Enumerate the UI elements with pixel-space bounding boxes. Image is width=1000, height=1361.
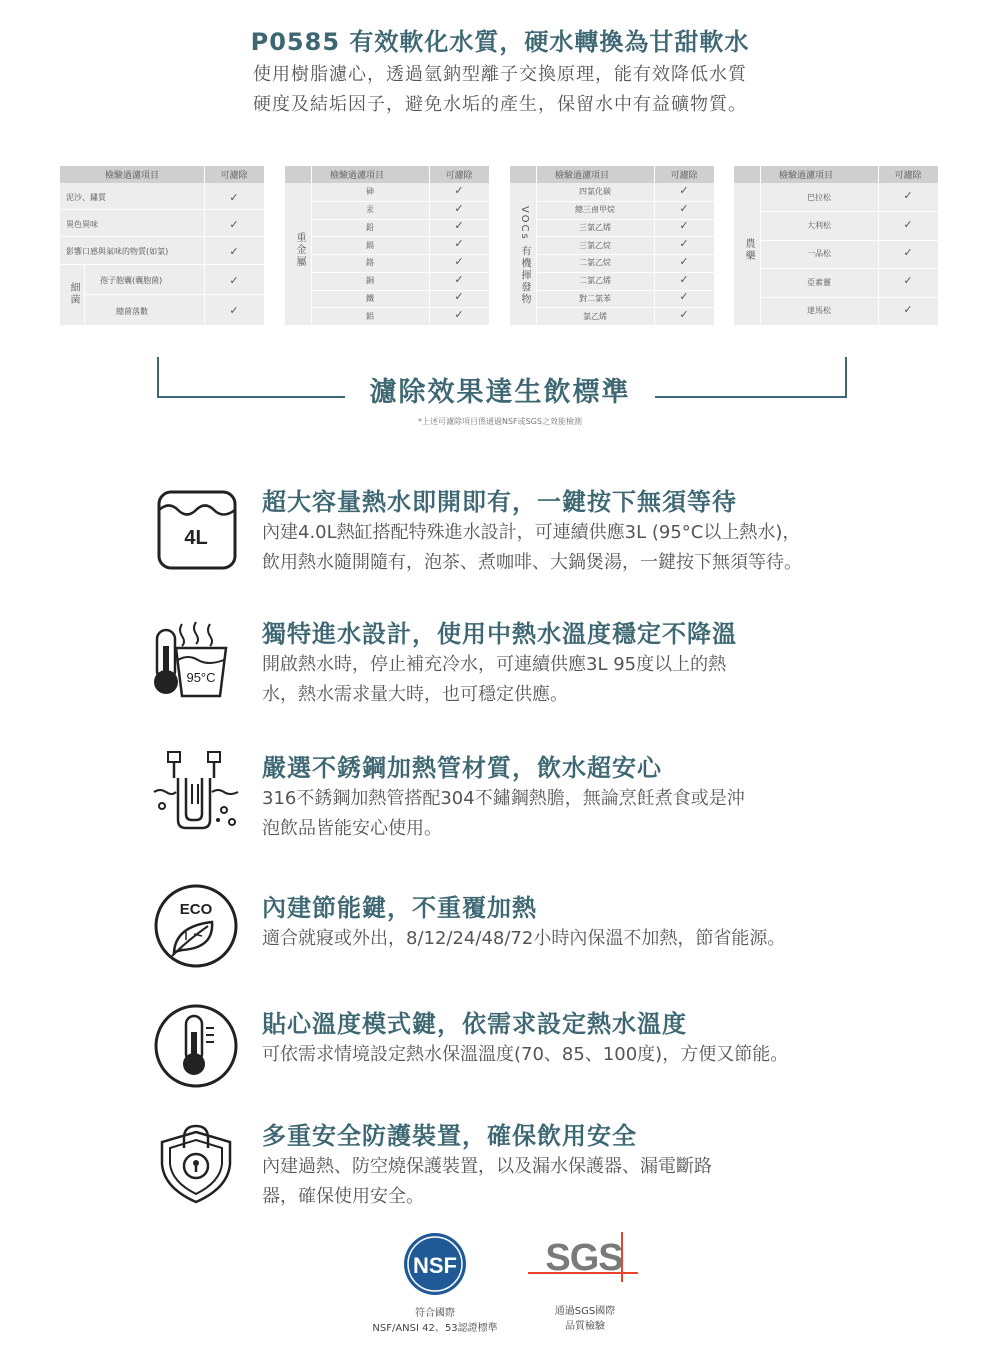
- table-row: 一品松: [807, 249, 831, 259]
- feature-title: 獨特進水設計，使用中熱水溫度穩定不降溫: [262, 620, 737, 648]
- check-icon: ✓: [229, 245, 239, 258]
- table-row: 異色異味: [66, 220, 98, 229]
- check-icon: ✓: [679, 237, 689, 251]
- check-icon: ✓: [454, 290, 464, 304]
- table-row: 泥沙、鏽質: [66, 193, 106, 202]
- hero-description: 使用樹脂濾心，透過氫鈉型離子交換原理，能有效降低水質 硬度及結垢因子，避免水垢的產生，保留水中有益礦物質。: [253, 64, 747, 115]
- feature-title: 超大容量熱水即開即有，一鍵按下無須等待: [262, 488, 737, 516]
- svg-text:95°C: 95°C: [186, 670, 216, 685]
- check-icon: ✓: [679, 254, 689, 268]
- filter-table-general: 檢驗過濾項目 可濾除 泥沙、鏽質 異色異味 影響口感與氣味的物質(如氯) 細菌 孢子胞囊(囊胞菌) 總菌落數 ✓ ✓ ✓ ✓ ✓: [60, 166, 264, 325]
- check-icon: ✓: [679, 272, 689, 286]
- feature-description: 可依需求情境設定熱水保溫溫度(70、85、100度)，方便又節能。: [262, 1044, 789, 1065]
- table-row: 影響口感與氣味的物質(如氯): [66, 247, 169, 256]
- check-icon: ✓: [903, 274, 913, 288]
- check-icon: ✓: [454, 237, 464, 251]
- table-row: 達馬松: [807, 306, 831, 316]
- check-icon: ✓: [454, 183, 464, 197]
- filter-table-pesticides: 檢驗過濾項目 可濾除 農藥 巴拉松 ✓ 大利松 ✓ 一品松 ✓ 亞素靈 ✓ 達馬松 ✓: [734, 166, 938, 325]
- page-title: P0585 有效軟化水質，硬水轉換為甘甜軟水: [250, 28, 750, 56]
- check-icon: ✓: [454, 254, 464, 268]
- table-row: 鐵: [366, 293, 374, 303]
- check-icon: ✓: [679, 290, 689, 304]
- table-row: 鋁: [366, 311, 374, 321]
- check-icon: ✓: [679, 219, 689, 233]
- sgs-caption: 通過SGS國際 品質檢驗: [554, 1306, 616, 1332]
- table-row: 三氯乙烯: [579, 222, 611, 232]
- feature-title: 內建節能鍵，不重覆加熱: [262, 894, 537, 922]
- nsf-logo: [403, 1232, 467, 1296]
- thermometer-icon: [152, 1002, 240, 1090]
- hot-water-thermometer-icon: [152, 616, 240, 704]
- table-row: 四氯化碳: [579, 187, 611, 197]
- svg-text:NSF: NSF: [413, 1253, 457, 1278]
- standard-title: 濾除效果達生飲標準: [345, 370, 655, 409]
- feature-title: 多重安全防護裝置，確保飲用安全: [262, 1122, 637, 1150]
- table-row: 汞: [366, 205, 374, 215]
- group-label: 農藥: [743, 238, 754, 262]
- table-row: 鉛: [366, 222, 374, 232]
- check-icon: ✓: [679, 183, 689, 197]
- table-row: 氯乙烯: [583, 311, 607, 321]
- check-icon: ✓: [229, 274, 239, 287]
- table-row: 巴拉松: [807, 192, 831, 202]
- check-icon: ✓: [454, 219, 464, 233]
- filter-table-vocs: 檢驗過濾項目 可濾除 VOCs 有機揮發物 四氯化碳 ✓ 總三鹵甲烷 ✓ 三氯乙烯 ✓ 三氯乙烷 ✓ 二氯乙烷 ✓ 二氯乙烯 ✓ 對二氯苯 ✓ 氯乙烯 ✓: [510, 166, 714, 325]
- check-icon: ✓: [229, 304, 239, 317]
- check-icon: ✓: [229, 218, 239, 231]
- sgs-logo: [528, 1230, 638, 1284]
- check-icon: ✓: [903, 302, 913, 316]
- check-icon: ✓: [679, 201, 689, 215]
- feature-title: 貼心溫度模式鍵，依需求設定熱水溫度: [262, 1010, 687, 1038]
- group-label: 細菌: [68, 282, 79, 306]
- table-row: 鎘: [366, 240, 374, 250]
- table-row: 對二氯苯: [579, 293, 611, 303]
- feature-description: 適合就寢或外出，8/12/24/48/72小時內保溫不加熱，節省能源。: [262, 928, 786, 949]
- filter-table-heavy-metals: 檢驗過濾項目 可濾除 重金屬 砷 ✓ 汞 ✓ 鉛 ✓ 鎘 ✓ 鉻 ✓ 銅 ✓ 鐵 ✓ 鋁 ✓: [285, 166, 489, 325]
- water-tank-icon: [152, 486, 240, 574]
- svg-text:SGS: SGS: [545, 1237, 623, 1279]
- heating-tube-icon: [152, 748, 240, 836]
- table-row: 孢子胞囊(囊胞菌): [100, 276, 163, 285]
- feature-title: 嚴選不銹鋼加熱管材質，飲水超安心: [262, 754, 662, 782]
- check-icon: ✓: [454, 308, 464, 322]
- table-row: 總三鹵甲烷: [575, 205, 615, 215]
- table-row: 二氯乙烷: [579, 258, 611, 268]
- feature-description: 開啟熱水時，停止補充冷水，可連續供應3L 95度以上的熱 水，熱水需求量大時，也可穩定供應。: [262, 654, 727, 705]
- check-icon: ✓: [454, 272, 464, 286]
- table-row: 三氯乙烷: [579, 240, 611, 250]
- feature-description: 316不銹鋼加熱管搭配304不鏽鋼熱膽，無論烹飪煮食或是沖 泡飲品皆能安心使用。: [262, 788, 745, 839]
- standard-note: *上述可濾除項目係通過NSF或SGS之效能檢測: [417, 417, 583, 426]
- table-row: 大利松: [807, 221, 831, 231]
- nsf-caption: 符合國際 NSF/ANSI 42、53認證標準: [372, 1308, 498, 1334]
- svg-text:ECO: ECO: [179, 901, 213, 918]
- group-label: 重金屬: [294, 232, 305, 268]
- check-icon: ✓: [903, 217, 913, 231]
- check-icon: ✓: [229, 191, 239, 204]
- check-icon: ✓: [679, 308, 689, 322]
- eco-leaf-icon: [152, 882, 240, 970]
- table-row: 砷: [366, 187, 374, 197]
- feature-description: 內建4.0L熱缸搭配特殊進水設計，可連續供應3L (95°C以上熱水)， 飲用熱水隨開隨有，泡茶、煮咖啡、大鍋煲湯，一鍵按下無須等待。: [262, 522, 802, 573]
- shield-lock-icon: [152, 1118, 240, 1206]
- group-label: VOCs 有機揮發物: [519, 206, 530, 306]
- table-row: 亞素靈: [807, 277, 831, 287]
- svg-text:4L: 4L: [184, 527, 208, 549]
- table-row: 銅: [366, 276, 374, 286]
- table-row: 鉻: [366, 258, 374, 268]
- check-icon: ✓: [903, 189, 913, 203]
- feature-description: 內建過熱、防空燒保護裝置，以及漏水保護器、漏電斷路 器，確保使用安全。: [262, 1156, 712, 1207]
- table-row: 二氯乙烯: [579, 276, 611, 286]
- table-row: 總菌落數: [116, 307, 148, 316]
- check-icon: ✓: [454, 201, 464, 215]
- check-icon: ✓: [903, 246, 913, 259]
